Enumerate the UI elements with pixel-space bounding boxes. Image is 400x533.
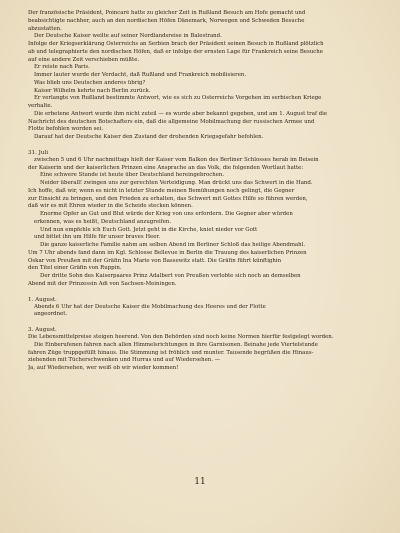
text-line: Kaiser Wilhelm kehrte nach Berlin zurück. [34,87,151,94]
text-line: Er reiste nach Paris. [34,64,90,71]
text-line: Nachricht des deutschen Botschafters ein, daß die allgemeine Mobilmachung der russischen Armee und [28,118,315,125]
section-date: 3. August. [28,327,57,333]
text-line: den Titel einer Gräfin von Ruppin. [28,265,122,272]
text-line: Und nun empfehle ich Euch Gott. Jetzt geht in die Kirche, kniet nieder vor Gott [40,226,258,233]
section-date: 1. August. [28,296,57,303]
text-line: Ich hoffe, daß wir, wenn es nicht in letzter Stunde meinen Bemühungen noch gelingt, die Gegner [28,187,295,194]
text-line: Der Deutsche Kaiser weilte auf seiner Nordlandsreise in Balestrand. [34,33,222,40]
paragraph-events [28,33,366,142]
text-line: Eine schwere Stunde ist heute über Deutschland hereingebrochen. [40,172,225,179]
page-number: 11 [194,477,206,487]
text-line: Oskar von Preußen mit der Gräfin Ina Marie von Bassewitz statt. Die Gräfin führt künftighin [28,257,282,264]
text-line: abzustatten. [28,25,62,32]
text-line: ziehenden mit Tücherschwenken und Hurras und auf Wiedersehen. — [28,357,221,364]
text-line: Enorme Opfer an Gut und Blut würde der Krieg von uns erfordern. Die Gegner aber würden [40,211,293,217]
text-line: Immer lauter wurde der Verdacht, daß Rußland und Frankreich mobilisieren. [34,72,247,78]
text-line: Neider überall! zwingen uns zur gerechten Verteidigung. Man drückt uns das Schwert in die Hand. [40,180,313,186]
text-line: Abend mit der Prinzessin Adi von Sachsen-Meiningen. [28,280,177,287]
text-line: der Kaiserin und der kaiserlichen Prinzen eine Ansprache an das Volk, die folgenden Wortlaut hatte: [28,164,304,171]
text-line: Flotte befohlen worden sei. [28,126,104,133]
section-1-august [28,296,366,320]
text-line: Darauf hat der Deutsche Kaiser den Zustand der drohenden Kriegsgefahr befohlen. [34,134,264,140]
text-line: Um 7 Uhr abends fand dann im Kgl. Schlosse Bellevue in Berlin die Trauung des kaiserlichen Prinzen [28,249,307,256]
text-line: Infolge der Kriegserklärung Österreichs an Serbien brach der Präsident seinen Besuch in Rußland plötzlich [28,41,324,47]
text-line: auf eine andere Zeit verschieben müßte. [28,56,140,63]
section-date: 31. Juli [28,149,49,156]
section-3-august [28,326,366,373]
text-line: Die erbetene Antwort wurde ihm nicht zuteil — es wurde aber bekannt gegeben, und am 1. August traf die [34,110,328,117]
text-line: angeordnet. [34,311,68,318]
text-line: zur Einsicht zu bringen, und den Frieden zu erhalten, das Schwert mit Gottes Hilfe so führen werden, [28,195,308,202]
text-line: daß wir es mit Ehren wieder in die Scheide stecken können. [28,203,193,210]
text-line: erkennen, was es heißt, Deutschland anzugreifen. [34,218,172,225]
text-line: verhalte. [28,103,53,109]
text-line: zwischen 5 und 6 Uhr nachmittags hielt der Kaiser vom Balkon des Berliner Schlosses herab im Beisein [34,156,319,163]
text-line: Der dritte Sohn des Kaiserpaares Prinz Adalbert von Preußen verlobte sich noch an demselben [40,273,301,279]
paragraph-intro [28,10,366,33]
text-line: Ja, auf Wiedersehen, wer weiß ob wir wieder kommen! [28,365,179,371]
text-line: Der französische Präsident, Poincaré hatte zu gleicher Zeit in Rußland Besuch am Hofe gemacht und [28,10,306,16]
text-line: Die Einberufenen fahren nach allen Himmelsrichtungen in ihre Garnisonen. Beinahe jede Viertelstunde [34,341,318,348]
text-line: Was blieb uns Deutschen anderes übrig? [34,79,146,86]
text-line: ab und telegraphierte den nordischen Höfen, daß er infolge der ernsten Lage für Frankreich seine Besuche [28,48,323,55]
text-line: beabsichtigte nachher, auch an den nordischen Höfen Dänemark, Norwegen und Schweden Besuche [28,17,305,24]
text-line: und bittet ihn um Hilfe für unser braves Heer. [34,234,161,241]
text-line: Die ganze kaiserliche Familie nahm am selben Abend im Berliner Schloß das heilige Abendmahl. [40,242,306,248]
text-line: Abends 6 Uhr hat der Deutsche Kaiser die Mobilmachung des Heeres und der Flotte [34,303,266,310]
text-line: Er verlangte von Rußland bestimmte Antwort, wie es sich zu Österreichs Vorgehen im serbischen Kriege [34,95,322,102]
section-31-juli [28,149,366,289]
text-line: fahren Züge truppgefüllt hinaus. Die Stimmung ist fröhlich und munter. Tausende begrüßen die Hinaus- [28,349,314,356]
text-line: Die Lebensmittelpreise steigen heerend. Von den Behörden sind noch keine Normen hierfür festgelegt worden. [28,334,334,340]
